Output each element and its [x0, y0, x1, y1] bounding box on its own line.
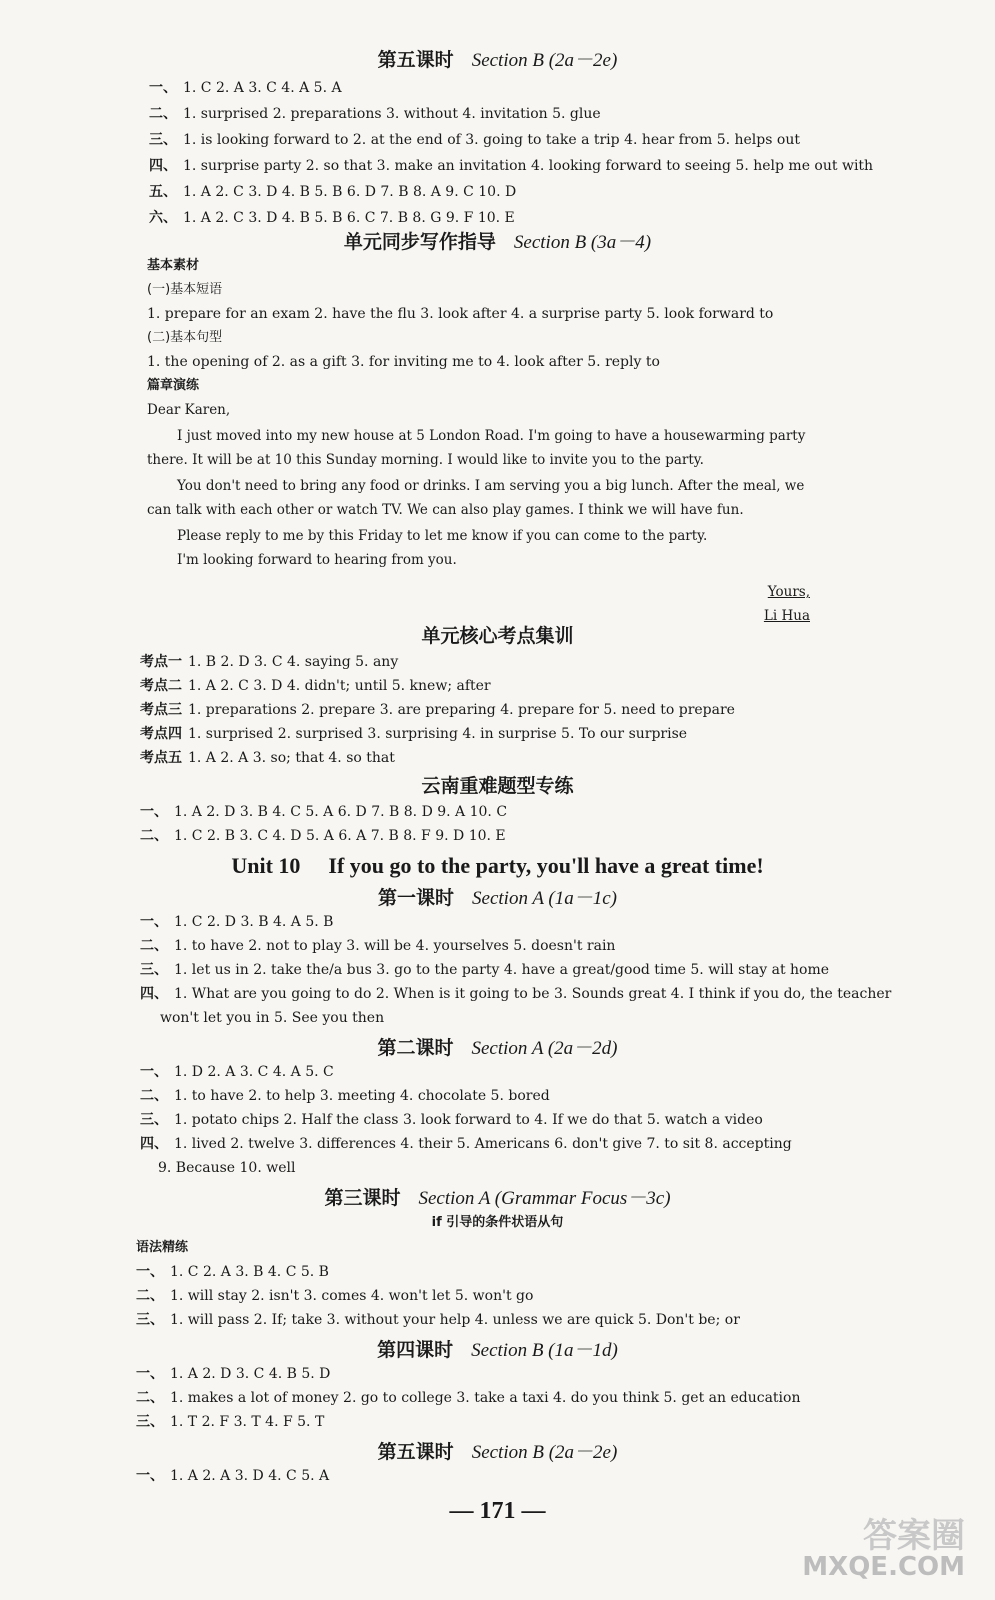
answer-text: 1. C 2. A 3. B 4. C 5. B	[170, 1264, 329, 1280]
answer-text: 1. A 2. C 3. D 4. didn't; until 5. knew; after	[188, 678, 491, 694]
section-heading	[0, 1440, 995, 1464]
answer-text: 1. surprise party 2. so that 3. make an invitation 4. looking forward to seeing 5. help me out with	[183, 158, 874, 174]
heading-section: Section B (2a－2e)	[471, 1442, 618, 1463]
answer-text: 1. A 2. D 3. C 4. B 5. D	[170, 1366, 331, 1382]
answer-text: 1. let us in 2. take the/a bus 3. go to the party 4. have a great/good time 5. will stay at home	[174, 962, 830, 978]
answer-line	[147, 302, 773, 326]
answer-label: 考点二	[140, 678, 182, 694]
answer-text: 1. B 2. D 3. C 4. saying 5. any	[188, 654, 399, 670]
letter-paragraph: Dear Karen,	[147, 402, 231, 418]
answer-label: 二、	[140, 828, 168, 844]
answer-line	[140, 910, 333, 934]
heading-cn: 单元同步写作指导	[343, 231, 496, 253]
answer-line	[149, 102, 601, 126]
letter-signature: Li Hua	[763, 608, 810, 624]
answer-text: 1. preparations 2. prepare 3. are preparing 4. prepare for 5. need to prepare	[188, 702, 735, 718]
letter-paragraph: I just moved into my new house at 5 London Road. I'm going to have a housewarming party there. It will be at 10 this Sunday morning. I would like to invite you to the party.	[147, 428, 806, 468]
letter-paragraph: Please reply to me by this Friday to let me know if you can come to the party.	[177, 528, 708, 544]
sub-heading: 语法精练	[136, 1240, 189, 1255]
answer-label: 三、	[140, 1112, 168, 1128]
answer-label: 一、	[140, 804, 168, 820]
sub-heading: 基本素材	[147, 258, 200, 273]
answer-text: 1. will pass 2. If; take 3. without your help 4. unless we are quick 5. Don't be; or	[170, 1312, 740, 1328]
heading-cn: 第四课时	[377, 1339, 454, 1361]
answer-line	[140, 698, 735, 722]
answer-line	[140, 934, 615, 958]
section-heading	[0, 624, 995, 648]
watermark-url: MXQE.COM	[802, 1552, 965, 1582]
answer-line	[140, 1108, 763, 1132]
answer-text: 1. the opening of 2. as a gift 3. for inviting me to 4. look after 5. reply to	[147, 354, 660, 370]
answer-label: 二、	[140, 938, 168, 954]
answer-text: 1. A 2. C 3. D 4. B 5. B 6. C 7. B 8. G 9. F 10. E	[183, 210, 515, 226]
answer-text: 1. What are you going to do 2. When is it going to be 3. Sounds great 4. I think if you do, the teacher	[174, 986, 892, 1002]
answer-line	[140, 746, 395, 770]
answer-text: 1. T 2. F 3. T 4. F 5. T	[170, 1414, 325, 1430]
heading-cn: 第五课时	[377, 1441, 454, 1463]
watermark-logo: 答案圈	[863, 1516, 965, 1556]
answer-text: 1. D 2. A 3. C 4. A 5. C	[174, 1064, 334, 1080]
heading-cn: 云南重难题型专练	[421, 775, 574, 797]
answer-line	[136, 1362, 330, 1386]
answer-line	[140, 958, 829, 982]
answer-label: 四、	[140, 986, 168, 1002]
answer-text: 1. A 2. A 3. so; that 4. so that	[188, 750, 395, 766]
answer-line	[149, 154, 873, 178]
answer-text: 1. to have 2. to help 3. meeting 4. chocolate 5. bored	[174, 1088, 550, 1104]
section-heading	[0, 1186, 995, 1210]
answer-label: 三、	[140, 962, 168, 978]
page-number: — 171 —	[449, 1498, 546, 1524]
answer-label: 一、	[136, 1366, 164, 1382]
answer-line	[140, 1060, 334, 1084]
sub-heading: (一)基本短语	[147, 282, 223, 297]
answer-label: 一、	[149, 80, 177, 96]
letter-signature: Yours,	[767, 584, 810, 600]
answer-label: 五、	[149, 184, 177, 200]
heading-section: Section B (2a－2e)	[471, 50, 618, 71]
section-heading	[0, 230, 995, 254]
answer-label: 二、	[140, 1088, 168, 1104]
heading-section: Section B (1a－1d)	[471, 1340, 618, 1361]
answer-line	[140, 722, 687, 746]
answer-label: 三、	[136, 1414, 164, 1430]
answer-text: 9. Because 10. well	[158, 1160, 296, 1176]
heading-cn: 第二课时	[377, 1037, 454, 1059]
answer-line	[149, 76, 342, 100]
answer-label: 四、	[140, 1136, 168, 1152]
heading-cn: 第五课时	[377, 49, 454, 71]
answer-line	[136, 1410, 324, 1434]
answer-line	[158, 1156, 295, 1180]
answer-text: 1. C 2. D 3. B 4. A 5. B	[174, 914, 334, 930]
answer-text: 1. lived 2. twelve 3. differences 4. their 5. Americans 6. don't give 7. to sit 8. accepting	[174, 1136, 792, 1152]
letter-paragraph: I'm looking forward to hearing from you.	[177, 552, 457, 568]
heading-section: Section A (Grammar Focus－3c)	[418, 1188, 671, 1209]
heading-cn: 第三课时	[324, 1187, 401, 1209]
answer-text: 1. surprised 2. surprised 3. surprising 4. in surprise 5. To our surprise	[188, 726, 688, 742]
letter-paragraph: You don't need to bring any food or drinks. I am serving you a big lunch. After the meal, we can talk with each other or watch TV. We can also play games. I think we will have fun.	[147, 478, 805, 518]
answer-line	[149, 206, 515, 230]
answer-label: 考点一	[140, 654, 182, 670]
answer-label: 三、	[149, 132, 177, 148]
answer-label: 考点三	[140, 702, 182, 718]
answer-text: 1. A 2. C 3. D 4. B 5. B 6. D 7. B 8. A 9. C 10. D	[183, 184, 517, 200]
answer-label: 三、	[136, 1312, 164, 1328]
answer-line	[149, 180, 516, 204]
answer-label: 六、	[149, 210, 177, 226]
answer-label: 二、	[136, 1288, 164, 1304]
answer-label: 二、	[149, 106, 177, 122]
answer-text: 1. will stay 2. isn't 3. comes 4. won't let 5. won't go	[170, 1288, 534, 1304]
answer-line	[136, 1464, 329, 1488]
answer-text: 1. C 2. A 3. C 4. A 5. A	[183, 80, 342, 96]
answer-line	[149, 128, 800, 152]
section-heading	[0, 886, 995, 910]
answer-line	[140, 1132, 792, 1156]
sub-heading: 篇章演练	[147, 378, 200, 393]
answer-line	[140, 824, 506, 848]
answer-line	[147, 350, 660, 374]
answer-label: 二、	[136, 1390, 164, 1406]
answer-text: 1. is looking forward to 2. at the end of 3. going to take a trip 4. hear from 5. helps out	[183, 132, 800, 148]
answer-text: won't let you in 5. See you then	[160, 1010, 385, 1026]
section-heading	[0, 774, 995, 798]
answer-line	[140, 674, 491, 698]
heading-section: Section A (2a－2d)	[471, 1038, 618, 1059]
answer-text: 1. A 2. A 3. D 4. C 5. A	[170, 1468, 330, 1484]
answer-label: 考点四	[140, 726, 182, 742]
answer-line	[136, 1386, 800, 1410]
answer-line	[136, 1260, 329, 1284]
answer-label: 一、	[136, 1468, 164, 1484]
answer-label: 一、	[136, 1264, 164, 1280]
answer-label: 四、	[149, 158, 177, 174]
heading-section: Section A (1a－1c)	[472, 888, 617, 909]
unit-heading: If you go to the party, you'll have a great time!	[328, 853, 764, 878]
answer-line	[140, 982, 891, 1006]
answer-text: 1. prepare for an exam 2. have the flu 3. look after 4. a surprise party 5. look forward to	[147, 306, 774, 322]
answer-label: 一、	[140, 1064, 168, 1080]
answer-line	[136, 1284, 533, 1308]
answer-line	[140, 650, 398, 674]
answer-text: 1. to have 2. not to play 3. will be 4. yourselves 5. doesn't rain	[174, 938, 616, 954]
answer-text: 1. A 2. D 3. B 4. C 5. A 6. D 7. B 8. D 9. A 10. C	[174, 804, 508, 820]
answer-line	[136, 1308, 740, 1332]
answer-text: 1. makes a lot of money 2. go to college 3. take a taxi 4. do you think 5. get an education	[170, 1390, 801, 1406]
unit-title	[0, 850, 995, 882]
grammar-subtitle: if 引导的条件状语从句	[431, 1215, 564, 1230]
answer-line	[140, 800, 507, 824]
section-heading	[0, 1036, 995, 1060]
answer-label: 一、	[140, 914, 168, 930]
section-heading	[0, 48, 995, 72]
answer-text: 1. C 2. B 3. C 4. D 5. A 6. A 7. B 8. F 9. D 10. E	[174, 828, 506, 844]
answer-text: 1. surprised 2. preparations 3. without 4. invitation 5. glue	[183, 106, 601, 122]
unit-number: Unit 10	[231, 853, 301, 878]
answer-line	[160, 1006, 384, 1030]
answer-label: 考点五	[140, 750, 182, 766]
heading-section: Section B (3a－4)	[513, 232, 652, 253]
answer-text: 1. potato chips 2. Half the class 3. look forward to 4. If we do that 5. watch a video	[174, 1112, 763, 1128]
sub-heading: (二)基本句型	[147, 330, 223, 345]
answer-line	[140, 1084, 550, 1108]
section-heading	[0, 1338, 995, 1362]
heading-cn: 第一课时	[378, 887, 455, 909]
heading-cn: 单元核心考点集训	[421, 625, 574, 647]
